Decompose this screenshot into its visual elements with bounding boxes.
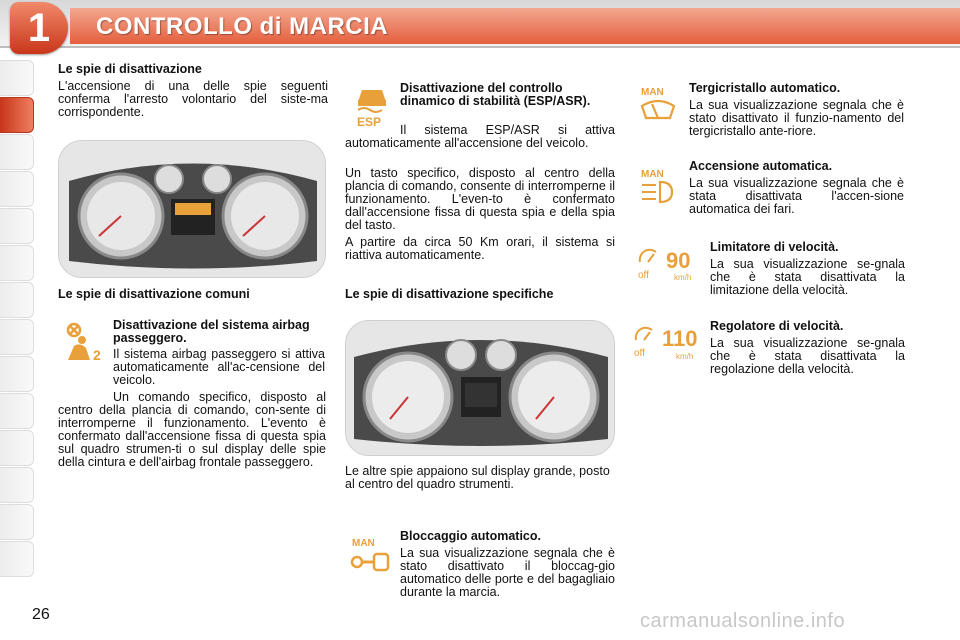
airbag-number-label: 2 — [93, 347, 101, 363]
cruise-speed-value: 110 — [662, 326, 698, 351]
esp-paragraph-3: A partire da circa 50 Km orari, il sistema si riattiva automaticamente. — [345, 235, 615, 262]
chapter-header — [0, 0, 960, 48]
speed-limiter-off-icon — [636, 244, 700, 284]
intro-paragraph: L'accensione di una delle spie seguenti conferma l'arresto volontario del siste-ma corrispondente. — [58, 79, 328, 119]
esp-off-icon — [352, 84, 392, 128]
chapter-tab[interactable] — [0, 541, 34, 577]
kmh-label: km/h — [674, 273, 692, 282]
instrument-cluster-image — [345, 320, 615, 456]
man-label: MAN — [641, 169, 664, 180]
cruise-control-off-icon — [632, 322, 704, 364]
man-label: MAN — [641, 87, 664, 98]
man-label: MAN — [352, 538, 375, 549]
chapter-tabs — [0, 60, 34, 580]
lights-paragraph: La sua visualizzazione segnala che è stata disattivata l'accen-sione automatica dei fari. — [689, 176, 904, 216]
image-caption: Le altre spie appaiono sul display grande, posto al centro del quadro strumenti. — [345, 464, 610, 491]
section-heading: Le spie di disattivazione — [58, 62, 202, 76]
chapter-tab[interactable] — [0, 282, 34, 318]
lock-title: Bloccaggio automatico. — [400, 529, 541, 543]
kmh-label: km/h — [676, 352, 694, 361]
chapter-tab[interactable] — [0, 504, 34, 540]
airbag-paragraph-1: Il sistema airbag passeggero si attiva automaticamente all'ac-censione del veicolo. — [113, 347, 325, 387]
chapter-tab[interactable] — [0, 356, 34, 392]
esp-paragraph-2: Un tasto specifico, disposto al centro della plancia di comando, consente di interromperne il funzionamento. L'even-to è confermato dall'accensione fissa di questa spia e della spia del tasto. — [345, 166, 615, 232]
off-label: off — [634, 348, 645, 359]
wiper-title: Tergicristallo automatico. — [689, 81, 841, 95]
page-title: CONTROLLO di MARCIA — [96, 13, 389, 40]
airbag-paragraph-2: Un comando specifico, disposto al centro della plancia di comando, con-sente di interromperne il funzionamento. L'evento è confermato dall'accensione fissa di questa spia sul quadro strumen-ti o sul display delle spie della cintura e dell'airbag frontale passeggero. — [58, 390, 326, 469]
lights-title: Accensione automatica. — [689, 159, 833, 173]
limiter-paragraph: La sua visualizzazione se-gnala che è stata disattivata la limitazione della velocità. — [710, 257, 905, 297]
chapter-number-badge: 1 — [10, 2, 68, 54]
wiper-paragraph: La sua visualizzazione segnala che è stato disattivato il funzio-namento del tergicristallo ante-riore. — [689, 98, 904, 138]
instrument-cluster-image — [58, 140, 326, 278]
limiter-title: Limitatore di velocità. — [710, 240, 839, 254]
cruise-paragraph: La sua visualizzazione se-gnala che è stata disattivata la regolazione della velocità. — [710, 336, 905, 376]
chapter-tab[interactable] — [0, 134, 34, 170]
airbag-off-icon — [60, 320, 104, 364]
chapter-tab[interactable] — [0, 393, 34, 429]
watermark: carmanualsonline.info — [640, 610, 846, 632]
common-heading: Le spie di disattivazione comuni — [58, 287, 250, 301]
esp-paragraph-1: Il sistema ESP/ASR si attiva automaticamente all'accensione del veicolo. — [345, 123, 615, 150]
auto-lights-off-icon — [638, 166, 678, 206]
chapter-tab[interactable] — [0, 171, 34, 207]
chapter-tab[interactable] — [0, 319, 34, 355]
chapter-tab-active[interactable] — [0, 97, 34, 133]
chapter-tab[interactable] — [0, 467, 34, 503]
off-label: off — [638, 270, 649, 281]
lock-paragraph: La sua visualizzazione segnala che è stato disattivato il bloccag-gio automatico delle porte e del bagagliaio durante la marcia. — [400, 546, 615, 599]
specific-heading: Le spie di disattivazione specifiche — [345, 287, 554, 301]
chapter-tab[interactable] — [0, 245, 34, 281]
auto-lock-off-icon — [348, 534, 392, 574]
wiper-off-icon — [638, 84, 678, 126]
page-number: 26 — [32, 606, 50, 623]
esp-title: Disattivazione del controllo dinamico di stabilità (ESP/ASR). — [400, 81, 591, 108]
chapter-tab[interactable] — [0, 208, 34, 244]
chapter-tab[interactable] — [0, 60, 34, 96]
cruise-title: Regolatore di velocità. — [710, 319, 844, 333]
esp-label: ESP — [357, 115, 382, 128]
airbag-title: Disattivazione del sistema airbag passeggero. — [113, 318, 310, 345]
chapter-tab[interactable] — [0, 430, 34, 466]
limiter-speed-value: 90 — [666, 248, 691, 273]
